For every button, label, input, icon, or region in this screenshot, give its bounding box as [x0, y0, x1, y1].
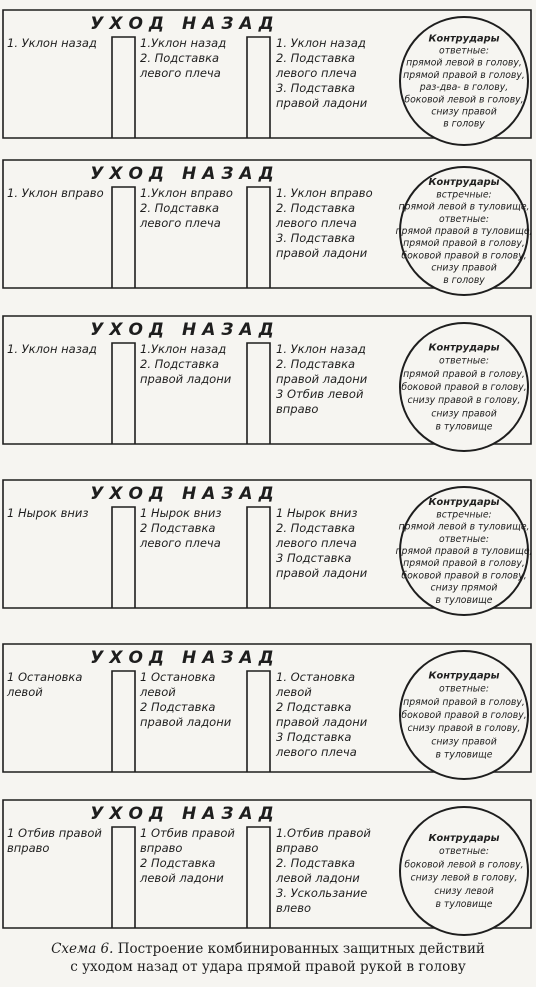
panel-3 — [3, 316, 531, 451]
counterattack-text: Контрудары — [428, 177, 500, 189]
counterattack-text: снизу правой в голову, — [407, 395, 521, 407]
step-text: правой ладони — [276, 96, 368, 110]
step-text: 2. Подставка — [140, 51, 220, 65]
counterattack-text: в голову — [443, 118, 485, 130]
panel-heading: УХОД НАЗАД — [90, 804, 280, 824]
counterattack-text: прямой правой в голову, — [403, 696, 525, 708]
panel-heading: УХОД НАЗАД — [90, 320, 280, 340]
counterattack-text: в голову — [443, 274, 485, 286]
step-text: левого плеча — [276, 745, 357, 759]
step-text: 1 Отбив правой — [7, 826, 102, 840]
caption-line-1: Построение комбинированных защитных действий — [117, 941, 485, 957]
step-text: влево — [276, 901, 312, 915]
counterattack-text: в туловище — [435, 899, 493, 910]
step-text: 1. Остановка — [276, 670, 356, 684]
counterattack-text: раз-два- в голову, — [419, 82, 509, 94]
counterattack-text: ответные: — [439, 45, 489, 57]
step-text: правой ладони — [140, 372, 232, 386]
counterattack-text: Контрудары — [428, 497, 500, 509]
counterattack-text: ответные: — [439, 533, 489, 545]
step-text: 1. Уклон вправо — [276, 186, 373, 200]
figure-caption — [8, 940, 528, 976]
step-text: правой ладони — [276, 372, 368, 386]
counterattack-text: ответные: — [439, 213, 489, 225]
counterattack-text: снизу левой в голову, — [410, 872, 518, 884]
step-text: левой — [140, 685, 176, 699]
counterattack-text: снизу правой в голову, — [407, 723, 521, 735]
counterattack-text: прямой правой в голову, — [403, 69, 525, 81]
counterattack-text: прямой правой в туловище, — [395, 546, 533, 557]
counterattack-text: снизу правой — [431, 408, 497, 420]
step-text: 3. Подставка — [276, 231, 356, 245]
counterattack-text: ответные: — [439, 683, 489, 695]
step-text: 2. Подставка — [140, 201, 220, 215]
panel-2 — [3, 160, 533, 295]
step-text: левого плеча — [276, 216, 357, 230]
panel-6 — [3, 800, 531, 935]
step-text: 1 Отбив правой — [140, 826, 235, 840]
step-text: левого плеча — [276, 536, 357, 550]
step-text: правой ладони — [276, 566, 368, 580]
step-text: 1 Остановка — [7, 670, 83, 684]
panel-heading: УХОД НАЗАД — [90, 484, 280, 504]
counterattack-text: снизу правой — [431, 262, 497, 274]
step-text: правой ладони — [140, 715, 232, 729]
step-text: 1 Нырок вниз — [7, 506, 89, 520]
panel-4 — [3, 480, 533, 615]
step-text: 2 Подставка — [140, 700, 216, 714]
step-text: 2 Подставка — [140, 856, 216, 870]
counterattack-text: ответные: — [439, 355, 489, 367]
counterattack-text: встречные: — [436, 509, 492, 521]
counterattack-text: Контрудары — [428, 833, 500, 844]
counterattack-text: боковой правой в голову, — [401, 570, 527, 582]
step-text: 2. Подставка — [276, 357, 356, 371]
step-text: левой — [7, 685, 43, 699]
counterattack-text: боковой правой в голову, — [401, 382, 527, 393]
step-text: левой — [276, 685, 312, 699]
caption-label: Схема 6. — [51, 941, 114, 957]
panel-heading: УХОД НАЗАД — [90, 164, 280, 184]
counterattack-text: Контрудары — [428, 670, 500, 682]
step-text: 2. Подставка — [276, 856, 356, 870]
step-text: 2. Подставка — [140, 357, 220, 371]
step-text: левого плеча — [276, 66, 357, 80]
counterattack-text: прямой правой в туловище, — [395, 226, 533, 237]
counterattack-text: снизу правой — [431, 736, 497, 748]
step-text: левого плеча — [140, 216, 221, 230]
counterattack-text: боковой правой в голову, — [401, 250, 527, 262]
step-text: 1.Уклон назад — [140, 342, 227, 356]
step-text: 1.Уклон вправо — [140, 186, 233, 200]
caption-line-2: с уходом назад от удара прямой правой рукой в голову — [70, 959, 466, 975]
step-text: 1. Уклон вправо — [7, 186, 104, 200]
panel-heading: УХОД НАЗАД — [90, 648, 280, 668]
panel-1 — [3, 10, 531, 145]
step-text: 1 Нырок вниз — [276, 506, 358, 520]
step-text: 1.Отбив правой — [276, 826, 371, 840]
counterattack-text: прямой левой в голову, — [406, 57, 522, 69]
step-text: 2 Подставка — [276, 700, 352, 714]
counterattack-text: ответные: — [439, 846, 489, 858]
counterattack-text: встречные: — [436, 189, 492, 201]
step-text: 2 Подставка — [140, 521, 216, 535]
counterattack-text: снизу левой — [434, 885, 494, 897]
step-text: левого плеча — [140, 66, 221, 80]
step-text: правой ладони — [276, 246, 368, 260]
step-text: 1 Остановка — [140, 670, 216, 684]
step-text: 1. Уклон назад — [276, 342, 366, 356]
step-text: вправо — [276, 402, 319, 416]
counterattack-text: в туловище — [435, 421, 493, 433]
counterattack-text: снизу правой — [431, 106, 497, 118]
counterattack-text: прямой правой в голову, — [403, 238, 525, 250]
step-text: 3 Подставка — [276, 730, 352, 744]
counterattack-text: боковой левой в голову, — [404, 94, 524, 106]
counterattack-text: в туловище — [435, 749, 493, 761]
counterattack-text: в туловище — [435, 594, 493, 606]
step-text: 1.Уклон назад — [140, 36, 227, 50]
step-text: левой ладони — [276, 871, 360, 885]
counterattack-text: Контрудары — [428, 33, 500, 45]
step-text: 2. Подставка — [276, 201, 356, 215]
counterattack-text: боковой правой в голову, — [401, 710, 527, 721]
step-text: 2. Подставка — [276, 51, 356, 65]
step-text: 3. Ускользание — [276, 886, 368, 900]
step-text: 3. Подставка — [276, 81, 356, 95]
step-text: правой ладони — [276, 715, 368, 729]
step-text: 2. Подставка — [276, 521, 356, 535]
panel-5 — [3, 644, 531, 779]
panel-heading: УХОД НАЗАД — [90, 14, 280, 34]
step-text: 1 Нырок вниз — [140, 506, 222, 520]
step-text: 1. Уклон назад — [276, 36, 366, 50]
step-text: вправо — [276, 841, 319, 855]
step-text: вправо — [7, 841, 50, 855]
counterattack-text: Контрудары — [428, 342, 500, 354]
counterattack-text: прямой левой в туловище, — [398, 521, 530, 533]
step-text: левого плеча — [140, 536, 221, 550]
counterattack-text: снизу прямой — [430, 582, 498, 594]
counterattack-text: боковой левой в голову, — [404, 859, 524, 871]
counterattack-circle — [400, 807, 528, 935]
step-text: 1. Уклон назад — [7, 342, 97, 356]
step-text: 1. Уклон назад — [7, 36, 97, 50]
counterattack-text: прямой правой в голову, — [403, 368, 525, 380]
step-text: вправо — [140, 841, 183, 855]
step-text: левой ладони — [140, 871, 224, 885]
counterattack-text: прямой правой в голову, — [403, 558, 525, 570]
step-text: 3 Подставка — [276, 551, 352, 565]
step-text: 3 Отбив левой — [276, 387, 364, 401]
counterattack-text: прямой левой в туловище, — [398, 201, 530, 213]
